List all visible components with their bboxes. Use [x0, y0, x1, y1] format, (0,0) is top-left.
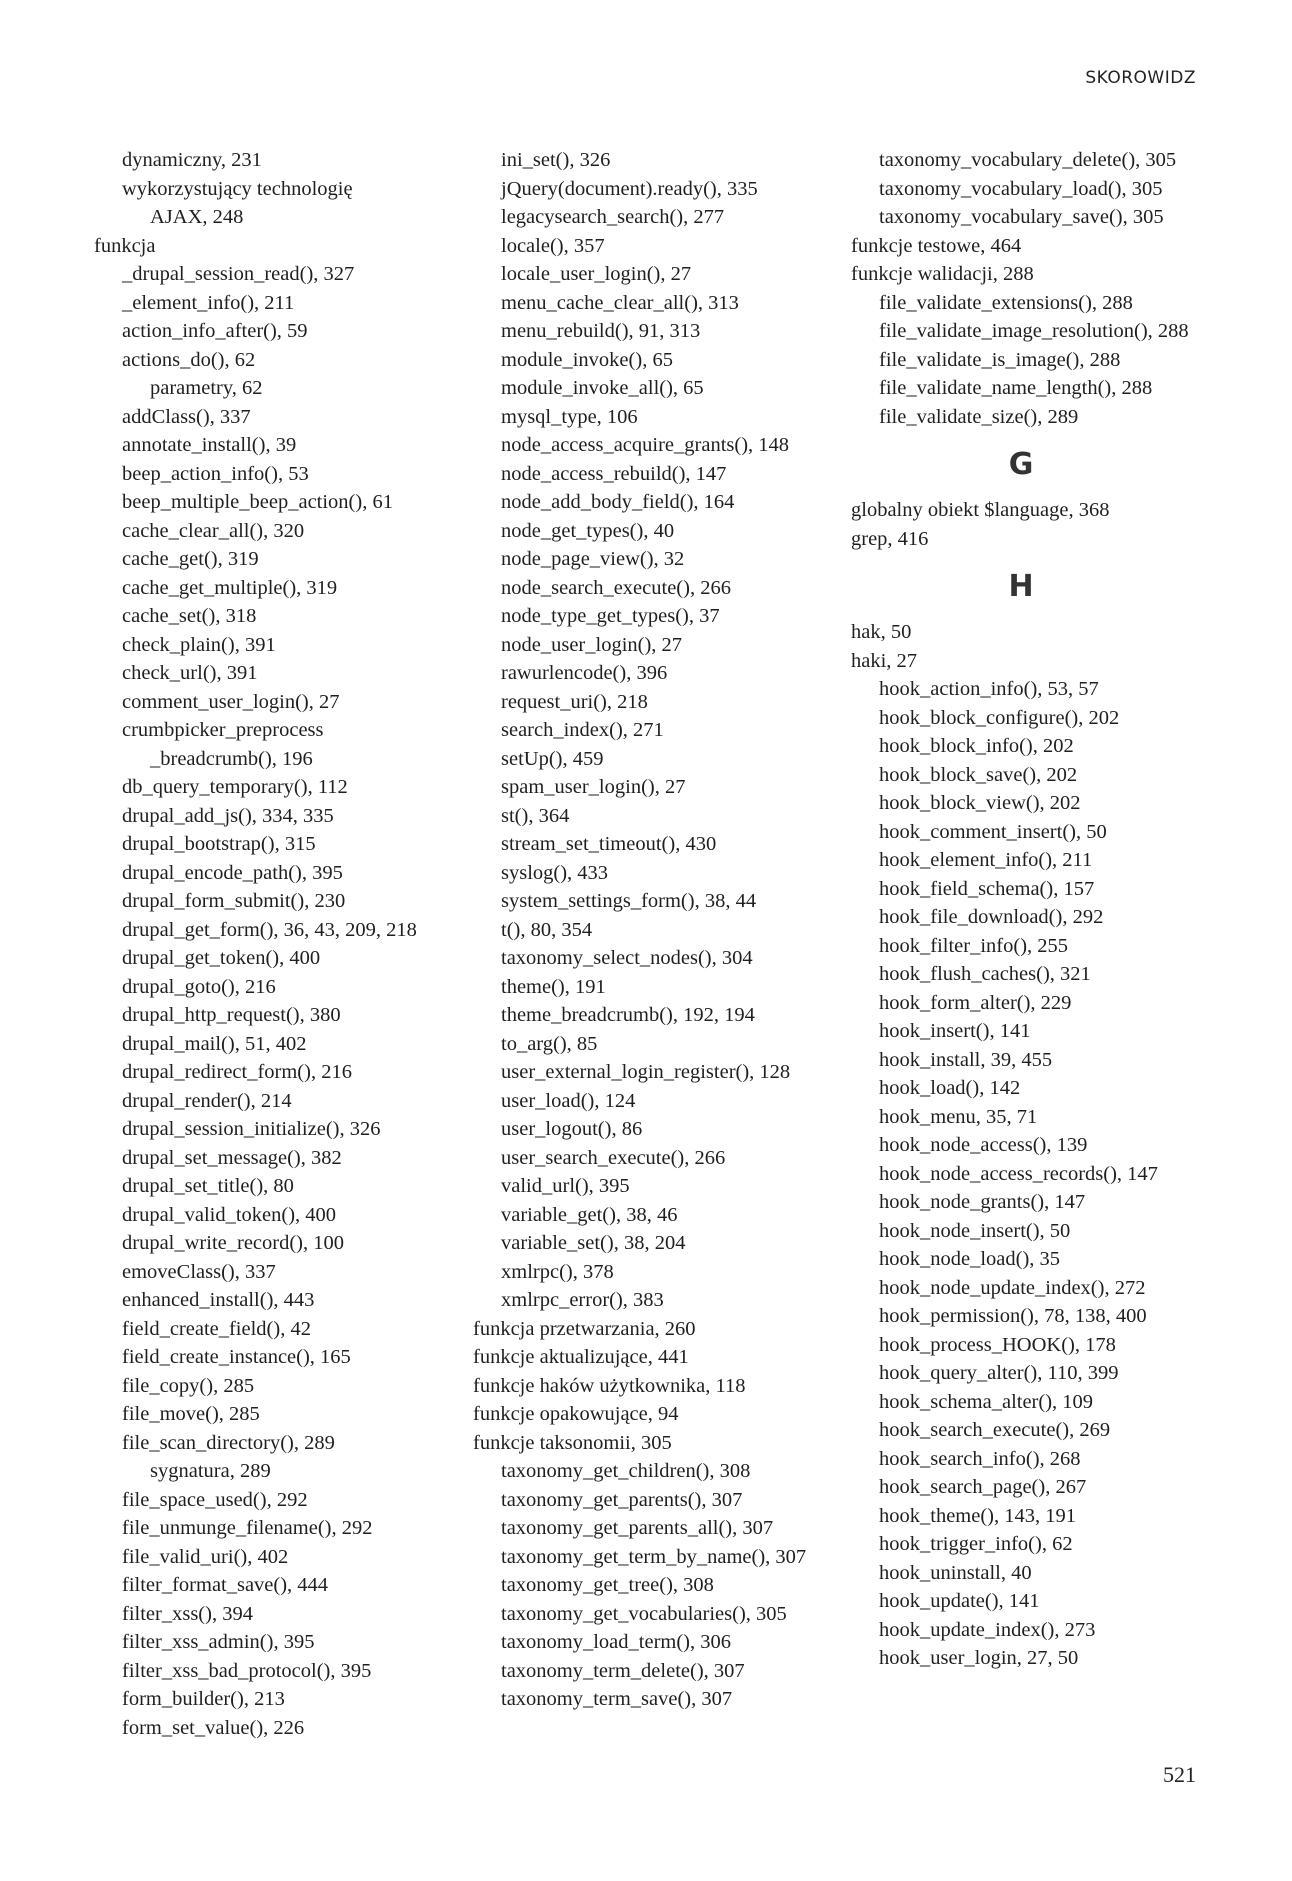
index-entry: hak, 50 — [851, 621, 912, 643]
index-entry: funkcje testowe, 464 — [851, 234, 1022, 257]
index-subentry: hook_node_access_records(), 147 — [879, 1162, 1158, 1185]
index-subentry: taxonomy_vocabulary_save(), 305 — [879, 206, 1164, 228]
index-column-3 — [851, 146, 1191, 1673]
index-subentry: filter_xss_admin(), 395 — [122, 1631, 315, 1653]
index-subentry: variable_get(), 38, 46 — [501, 1203, 678, 1226]
index-subentry: node_access_acquire_grants(), 148 — [501, 434, 790, 456]
index-subentry: node_user_login(), 27 — [501, 633, 683, 656]
index-subentry: file_copy(), 285 — [122, 1374, 255, 1397]
index-subentry: hook_block_view(), 202 — [879, 792, 1081, 814]
index-subentry: taxonomy_term_save(), 307 — [501, 1688, 733, 1710]
index-subentry: db_query_temporary(), 112 — [122, 776, 348, 798]
index-subentry: hook_block_info(), 202 — [879, 735, 1074, 757]
index-subentry: filter_xss(), 394 — [122, 1602, 253, 1625]
index-subentry: drupal_set_title(), 80 — [122, 1175, 294, 1197]
index-subentry: taxonomy_get_term_by_name(), 307 — [501, 1545, 807, 1568]
index-subentry: hook_action_info(), 53, 57 — [879, 678, 1099, 700]
index-subentry: wykorzystujący technologię — [122, 177, 353, 200]
index-entry: funkcja — [94, 234, 156, 257]
index-subentry: setUp(), 459 — [501, 747, 604, 770]
index-subentry: hook_node_grants(), 147 — [879, 1191, 1086, 1213]
index-subentry: file_move(), 285 — [122, 1403, 260, 1425]
index-subentry: taxonomy_vocabulary_load(), 305 — [879, 177, 1163, 200]
index-subentry: hook_node_update_index(), 272 — [879, 1276, 1146, 1299]
index-subentry: theme(), 191 — [501, 975, 606, 998]
index-subentry: file_validate_size(), 289 — [879, 405, 1079, 428]
index-subentry: drupal_form_submit(), 230 — [122, 890, 346, 912]
index-subentry: request_uri(), 218 — [501, 690, 648, 713]
index-subentry: locale(), 357 — [501, 234, 605, 257]
index-subentry: drupal_mail(), 51, 402 — [122, 1032, 307, 1055]
index-subentry: drupal_http_request(), 380 — [122, 1004, 341, 1026]
index-subentry: check_url(), 391 — [122, 662, 258, 684]
index-subentry: user_search_execute(), 266 — [501, 1146, 726, 1169]
index-subentry: variable_set(), 38, 204 — [501, 1232, 686, 1254]
index-subentry: emoveClass(), 337 — [122, 1260, 276, 1283]
index-subentry: hook_form_alter(), 229 — [879, 991, 1072, 1014]
index-subentry: _element_info(), 211 — [122, 291, 295, 314]
index-subentry: module_invoke_all(), 65 — [501, 377, 704, 399]
index-entry: haki, 27 — [851, 649, 918, 672]
index-subentry: hook_block_save(), 202 — [879, 763, 1078, 786]
index-subentry: taxonomy_term_delete(), 307 — [501, 1659, 745, 1682]
index-subentry: beep_multiple_beep_action(), 61 — [122, 491, 393, 513]
index-subentry: user_load(), 124 — [501, 1089, 636, 1112]
index-subentry: hook_theme(), 143, 191 — [879, 1504, 1076, 1527]
index-subentry: hook_filter_info(), 255 — [879, 934, 1069, 957]
index-subentry: user_logout(), 86 — [501, 1118, 643, 1140]
index-subentry: node_get_types(), 40 — [501, 519, 675, 542]
index-subentry: hook_schema_alter(), 109 — [879, 1390, 1094, 1413]
index-subentry: file_validate_is_image(), 288 — [879, 348, 1121, 371]
index-column-2 — [473, 146, 806, 1714]
index-subentry: cache_get_multiple(), 319 — [122, 576, 338, 599]
index-subentry: comment_user_login(), 27 — [122, 690, 340, 713]
index-subentry: drupal_render(), 214 — [122, 1089, 292, 1112]
index-subentry: node_type_get_types(), 37 — [501, 605, 720, 627]
index-subentry: xmlrpc(), 378 — [501, 1260, 614, 1283]
index-subentry: file_validate_name_length(), 288 — [879, 377, 1153, 399]
index-subentry: hook_flush_caches(), 321 — [879, 963, 1091, 985]
index-subentry: drupal_write_record(), 100 — [122, 1232, 344, 1254]
index-subentry: field_create_instance(), 165 — [122, 1346, 351, 1368]
index-subentry: drupal_encode_path(), 395 — [122, 861, 343, 884]
index-subentry: file_scan_directory(), 289 — [122, 1431, 335, 1454]
index-entry: funkcja przetwarzania, 260 — [473, 1317, 696, 1340]
index-subentry: taxonomy_get_parents_all(), 307 — [501, 1517, 774, 1539]
index-subentry: file_space_used(), 292 — [122, 1488, 308, 1511]
index-subentry: xmlrpc_error(), 383 — [501, 1289, 664, 1311]
index-subentry: filter_xss_bad_protocol(), 395 — [122, 1659, 372, 1682]
index-subentry: locale_user_login(), 27 — [501, 263, 692, 285]
index-subentry: hook_node_access(), 139 — [879, 1134, 1088, 1156]
index-subentry: drupal_get_form(), 36, 43, 209, 218 — [122, 918, 417, 941]
index-subentry: file_validate_extensions(), 288 — [879, 291, 1133, 314]
index-subentry: taxonomy_select_nodes(), 304 — [501, 947, 753, 969]
index-subentry: drupal_set_message(), 382 — [122, 1146, 342, 1169]
index-subentry: stream_set_timeout(), 430 — [501, 833, 717, 855]
index-subentry: file_unmunge_filename(), 292 — [122, 1517, 373, 1539]
index-subentry: filter_format_save(), 444 — [122, 1574, 329, 1596]
index-subentry: dynamiczny, 231 — [122, 149, 262, 171]
index-subentry: hook_update_index(), 273 — [879, 1618, 1096, 1641]
index-entry: funkcje aktualizujące, 441 — [473, 1346, 689, 1368]
index-subentry: st(), 364 — [501, 804, 570, 827]
index-subentry: spam_user_login(), 27 — [501, 776, 686, 798]
index-subentry: hook_trigger_info(), 62 — [879, 1533, 1073, 1555]
index-subentry: hook_process_HOOK(), 178 — [879, 1333, 1116, 1356]
index-subentry: _breadcrumb(), 196 — [150, 747, 313, 770]
running-header: SKOROWIDZ — [1085, 68, 1196, 88]
index-subentry: theme_breadcrumb(), 192, 194 — [501, 1004, 755, 1026]
index-entry: funkcje walidacji, 288 — [851, 263, 1034, 285]
index-subentry: taxonomy_get_children(), 308 — [501, 1460, 751, 1482]
index-subentry: hook_install, 39, 455 — [879, 1048, 1053, 1071]
index-subentry: hook_search_execute(), 269 — [879, 1419, 1111, 1441]
index-subentry: menu_cache_clear_all(), 313 — [501, 291, 739, 314]
index-subentry: node_add_body_field(), 164 — [501, 491, 735, 513]
index-subentry: form_set_value(), 226 — [122, 1716, 305, 1739]
index-subentry: node_search_execute(), 266 — [501, 576, 731, 599]
index-subentry: drupal_bootstrap(), 315 — [122, 833, 316, 855]
index-subentry: mysql_type, 106 — [501, 405, 638, 428]
index-subentry: system_settings_form(), 38, 44 — [501, 890, 757, 912]
index-subentry: check_plain(), 391 — [122, 633, 276, 656]
index-subentry: file_valid_uri(), 402 — [122, 1545, 289, 1568]
index-subentry: hook_search_info(), 268 — [879, 1447, 1081, 1470]
index-entry: funkcje haków użytkownika, 118 — [473, 1374, 746, 1397]
index-subentry: t(), 80, 354 — [501, 918, 593, 941]
index-subentry: hook_node_load(), 35 — [879, 1248, 1061, 1270]
index-subentry: taxonomy_vocabulary_delete(), 305 — [879, 149, 1177, 171]
index-subentry: module_invoke(), 65 — [501, 348, 673, 371]
index-subentry: drupal_session_initialize(), 326 — [122, 1118, 381, 1140]
index-subentry: addClass(), 337 — [122, 405, 251, 428]
index-subentry: AJAX, 248 — [150, 206, 244, 228]
index-subentry: parametry, 62 — [150, 377, 263, 399]
index-entry: funkcje taksonomii, 305 — [473, 1431, 672, 1454]
index-subentry: form_builder(), 213 — [122, 1688, 285, 1710]
index-subentry: taxonomy_get_tree(), 308 — [501, 1574, 714, 1596]
index-subentry: sygnatura, 289 — [150, 1460, 271, 1482]
index-subentry: menu_rebuild(), 91, 313 — [501, 320, 701, 342]
index-subentry: cache_set(), 318 — [122, 605, 257, 627]
index-subentry: hook_element_info(), 211 — [879, 849, 1093, 871]
index-subentry: taxonomy_get_vocabularies(), 305 — [501, 1602, 787, 1625]
index-subentry: hook_node_insert(), 50 — [879, 1219, 1071, 1242]
index-subentry: hook_menu, 35, 71 — [879, 1105, 1038, 1128]
index-entry: grep, 416 — [851, 527, 929, 550]
index-subentry: hook_field_schema(), 157 — [879, 877, 1095, 900]
index-column-1 — [94, 146, 417, 1742]
index-subentry: search_index(), 271 — [501, 719, 664, 741]
index-subentry: taxonomy_get_parents(), 307 — [501, 1488, 743, 1511]
index-subentry: beep_action_info(), 53 — [122, 462, 309, 485]
index-subentry: hook_load(), 142 — [879, 1077, 1021, 1099]
section-letter: G — [1008, 447, 1034, 482]
index-subentry: valid_url(), 395 — [501, 1175, 630, 1197]
index-subentry: enhanced_install(), 443 — [122, 1289, 315, 1311]
index-subentry: drupal_redirect_form(), 216 — [122, 1061, 352, 1083]
index-subentry: user_external_login_register(), 128 — [501, 1061, 791, 1083]
index-subentry: hook_query_alter(), 110, 399 — [879, 1362, 1119, 1384]
index-subentry: ini_set(), 326 — [501, 149, 611, 171]
index-subentry: syslog(), 433 — [501, 861, 609, 884]
index-subentry: hook_block_configure(), 202 — [879, 706, 1120, 729]
index-subentry: cache_get(), 319 — [122, 548, 259, 570]
index-subentry: rawurlencode(), 396 — [501, 662, 668, 684]
index-subentry: drupal_goto(), 216 — [122, 975, 276, 998]
index-subentry: annotate_install(), 39 — [122, 434, 297, 456]
index-subentry: drupal_valid_token(), 400 — [122, 1203, 337, 1226]
index-subentry: to_arg(), 85 — [501, 1032, 598, 1055]
index-subentry: jQuery(document).ready(), 335 — [501, 177, 758, 200]
index-entry: globalny obiekt $language, 368 — [851, 499, 1110, 521]
index-subentry: hook_insert(), 141 — [879, 1020, 1031, 1042]
section-letter: H — [1008, 569, 1034, 604]
index-subentry: hook_permission(), 78, 138, 400 — [879, 1305, 1147, 1327]
index-entry: funkcje opakowujące, 94 — [473, 1403, 679, 1425]
index-subentry: cache_clear_all(), 320 — [122, 519, 305, 542]
index-subentry: drupal_add_js(), 334, 335 — [122, 804, 334, 827]
index-subentry: file_validate_image_resolution(), 288 — [879, 320, 1189, 342]
index-subentry: crumbpicker_preprocess — [122, 719, 324, 741]
index-subentry: hook_search_page(), 267 — [879, 1476, 1087, 1498]
index-subentry: action_info_after(), 59 — [122, 320, 308, 342]
index-subentry: legacysearch_search(), 277 — [501, 206, 725, 228]
index-subentry: hook_update(), 141 — [879, 1590, 1040, 1612]
page-number: 521 — [1163, 1762, 1196, 1787]
index-subentry: _drupal_session_read(), 327 — [122, 263, 355, 285]
index-subentry: hook_file_download(), 292 — [879, 906, 1104, 928]
index-subentry: actions_do(), 62 — [122, 348, 256, 371]
index-subentry: field_create_field(), 42 — [122, 1317, 311, 1340]
index-subentry: hook_comment_insert(), 50 — [879, 820, 1107, 843]
index-subentry: node_page_view(), 32 — [501, 548, 685, 570]
index-subentry: drupal_get_token(), 400 — [122, 947, 321, 969]
index-subentry: hook_uninstall, 40 — [879, 1561, 1032, 1584]
index-subentry: taxonomy_load_term(), 306 — [501, 1631, 732, 1653]
index-subentry: node_access_rebuild(), 147 — [501, 462, 727, 485]
index-subentry: hook_user_login, 27, 50 — [879, 1647, 1079, 1669]
